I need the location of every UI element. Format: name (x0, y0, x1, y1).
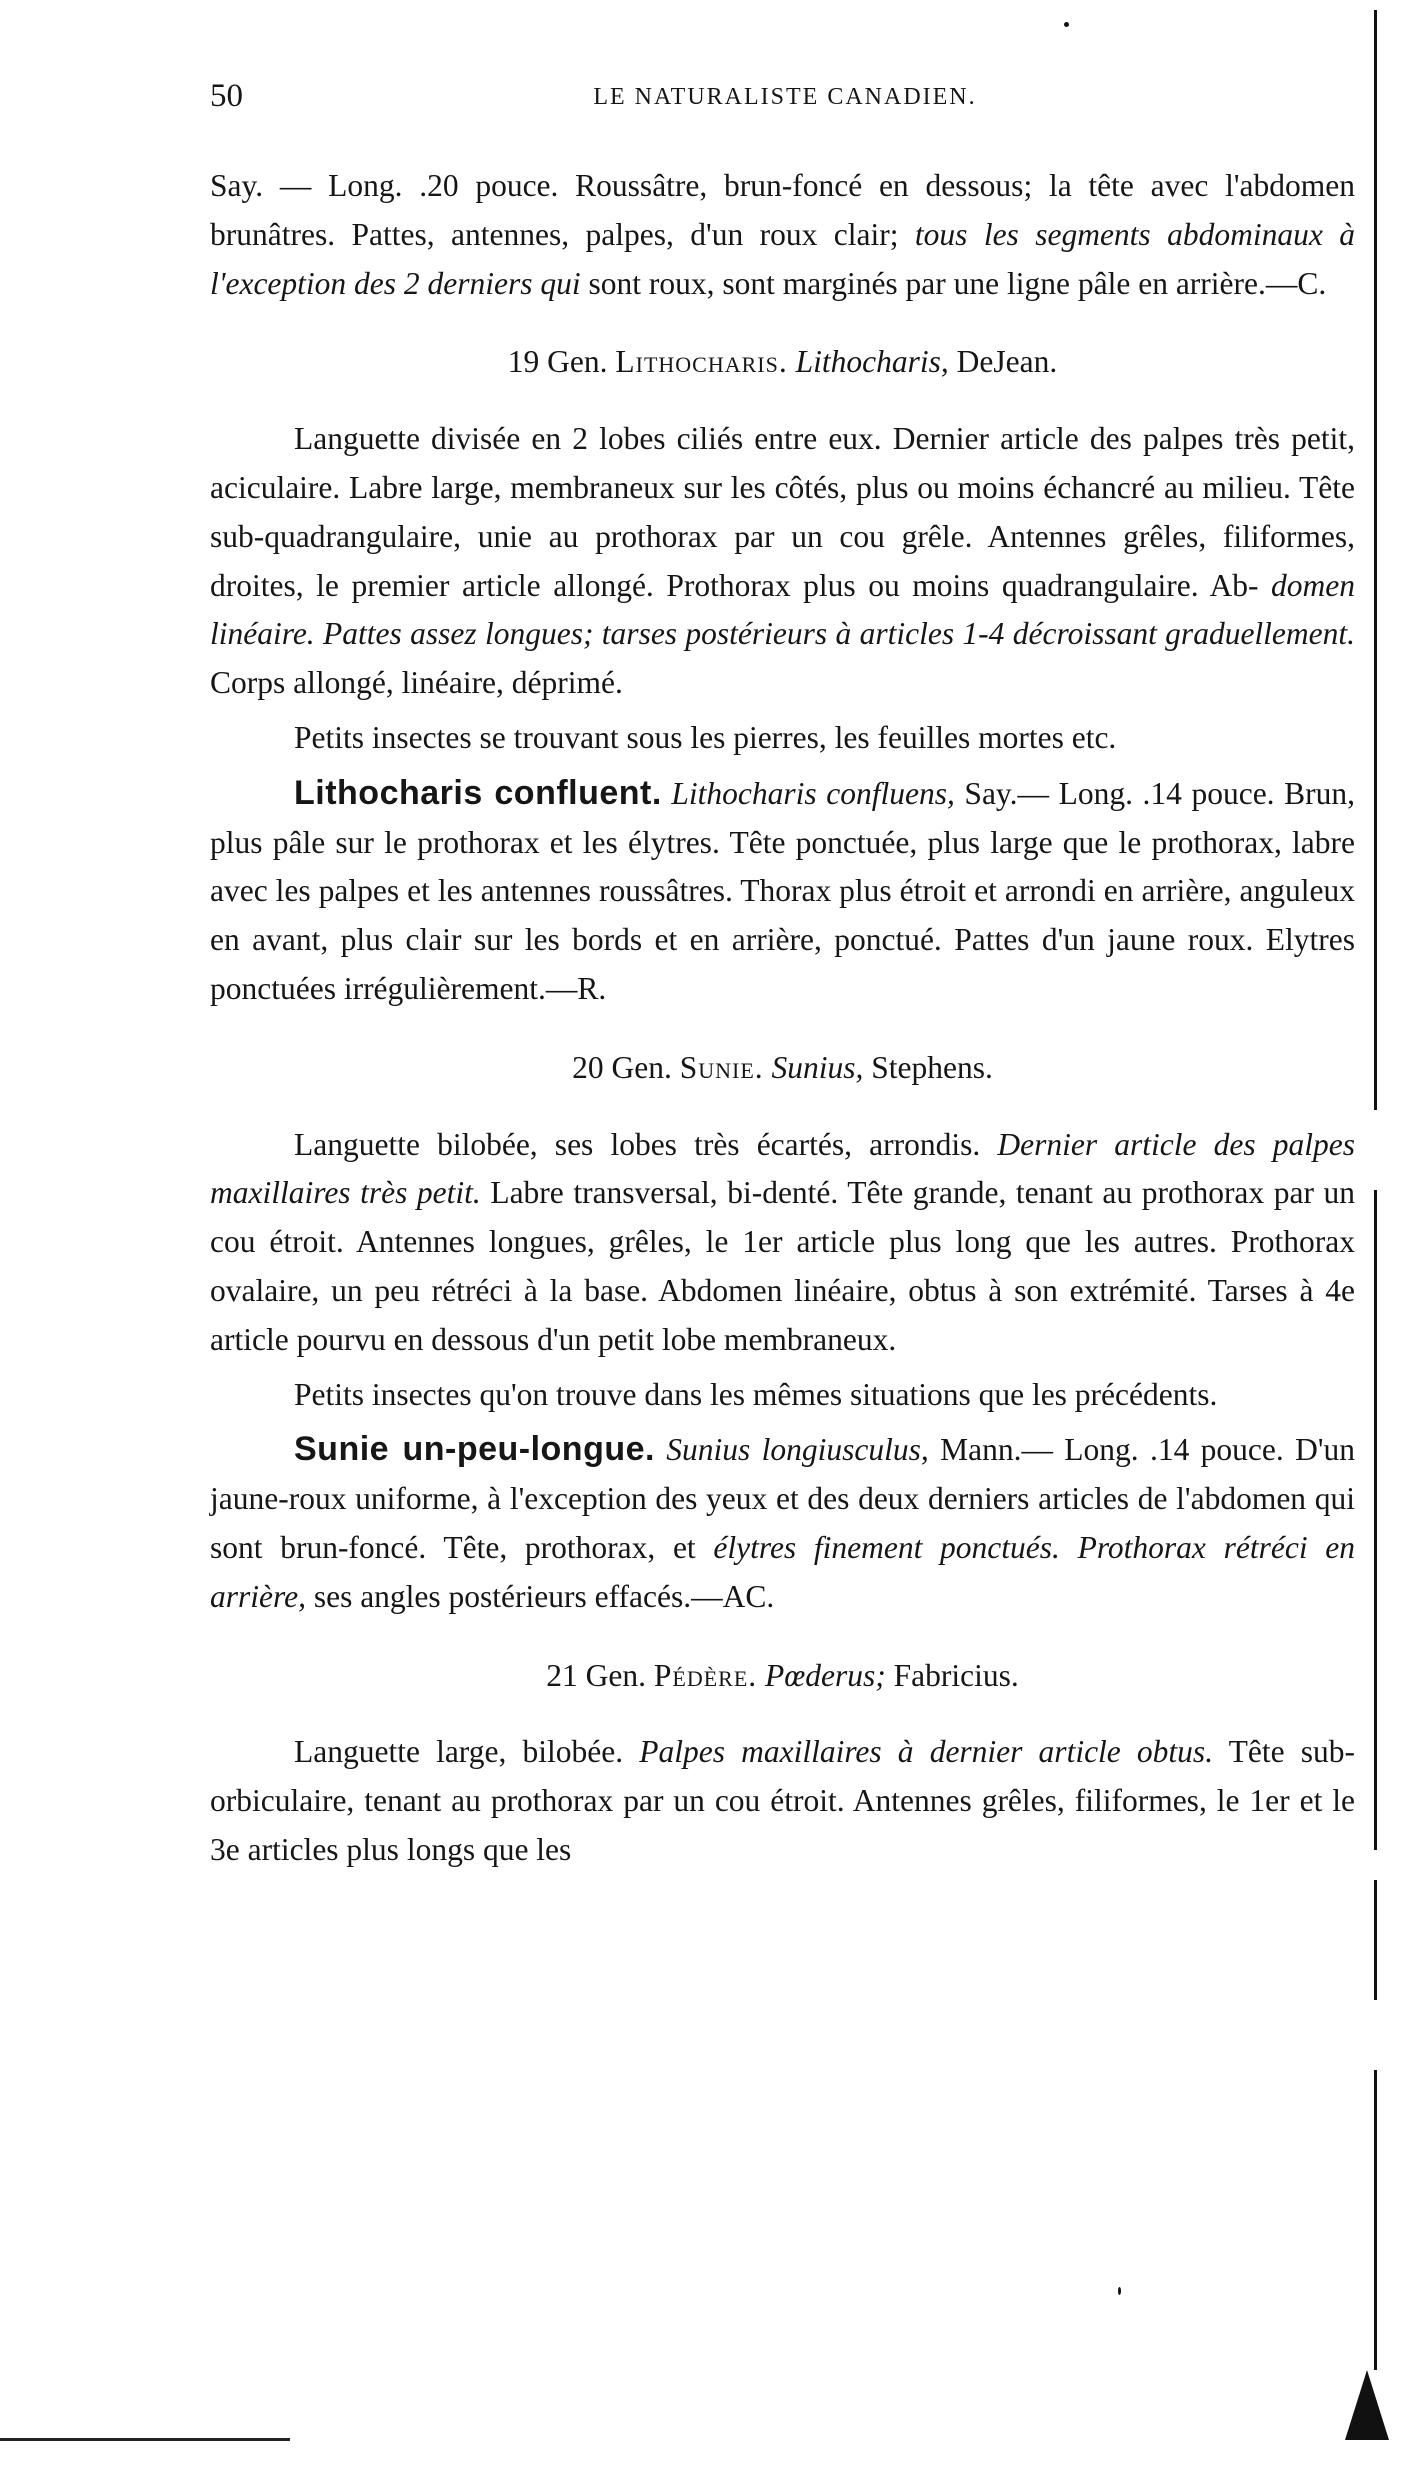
scan-edge-line (1374, 10, 1377, 1110)
paragraph-say-continuation: Say. — Long. .20 pouce. Roussâtre, brun-foncé en dessous; la tête avec l'abdomen brunâtres. Pattes, antennes, palpes, d'un roux clair; tous les segments abdominaux à l'exception des 2 derniers qui sont roux, sont marginés par une ligne pâle en arrière.—C. (210, 168, 1356, 301)
scan-edge-line (1374, 2070, 1377, 2370)
scan-shadow-mark (1345, 2370, 1389, 2440)
page-number: 50 (210, 78, 243, 114)
page-body (210, 162, 1355, 1875)
page-header (210, 78, 1360, 118)
species-name: Lithocharis confluent. (294, 773, 662, 812)
genus-heading-19: 19 Gen. Lithocharis. Lithocharis, DeJean. (507, 344, 1058, 380)
genus-heading-20: 20 Gen. Sunie. Sunius, Stephens. (572, 1049, 993, 1085)
scan-speck (1064, 22, 1069, 27)
species-entry-sunie-un-peu-longue: Sunie un-peu-longue. Sunius longiusculus, Mann.— Long. .14 pouce. D'un jaune-roux uniforme, à l'exception des yeux et des deux derniers articles de l'abdomen qui sont brun-foncé. Tête, prothorax, et élytres finement ponctués. Prothorax rétréci en arrière, ses angles postérieurs effacés.—AC. (210, 1430, 1355, 1614)
habitat-note-sunius: Petits insectes qu'on trouve dans les mêmes situations que les précédents. (294, 1376, 1218, 1412)
genus-description-lithocharis: Languette divisée en 2 lobes ciliés entre eux. Dernier article des palpes très petit, aciculaire. Labre large, membraneux sur les côtés, plus ou moins échancré au milieu. Tête sub-quadrangulaire, unie au prothorax par un cou grêle. Antennes grêles, filiformes, droites, le premier article allongé. Prothorax plus ou moins quadrangulaire. Ab- domen linéaire. Pattes assez longues; tarses postérieurs à articles 1-4 décroissant graduellement. Corps allongé, linéaire, déprimé. (210, 421, 1356, 701)
habitat-note-lithocharis: Petits insectes se trouvant sous les pierres, les feuilles mortes etc. (294, 719, 1117, 755)
genus-description-paederus: Languette large, bilobée. Palpes maxillaires à dernier article obtus. Tête sub-orbiculaire, tenant au prothorax par un cou étroit. Antennes grêles, filiformes, le 1er et le 3e articles plus longs que les (210, 1734, 1355, 1867)
genus-description-sunius: Languette bilobée, ses lobes très écartés, arrondis. Dernier article des palpes maxillaires très petit. Labre transversal, bi-denté. Tête grande, tenant au prothorax par un cou étroit. Antennes longues, grêles, le 1er article plus long que les autres. Prothorax ovalaire, un peu rétréci à la base. Abdomen linéaire, obtus à son extrémité. Tarses à 4e article pourvu en dessous d'un petit lobe membraneux. (210, 1126, 1355, 1357)
running-title: LE NATURALISTE CANADIEN. (593, 84, 977, 110)
scan-edge-line (1374, 1880, 1377, 2000)
genus-heading-21: 21 Gen. Pédère. Pœderus; Fabricius. (546, 1657, 1019, 1693)
scan-edge-line (1374, 1190, 1377, 1850)
scan-bottom-line (0, 2438, 290, 2441)
species-name: Sunie un-peu-longue. (294, 1430, 655, 1469)
scan-speck (1118, 2287, 1121, 2295)
species-entry-lithocharis-confluent: Lithocharis confluent. Lithocharis confluens, Say.— Long. .14 pouce. Brun, plus pâle sur le prothorax et les élytres. Tête ponctuée, plus large que le prothorax, labre avec les palpes et les antennes roussâtres. Thorax plus étroit et arrondi en arrière, anguleux en avant, plus clair sur les bords et en arrière, ponctué. Pattes d'un jaune roux. Elytres ponctuées irrégulièrement.—R. (210, 773, 1356, 1006)
